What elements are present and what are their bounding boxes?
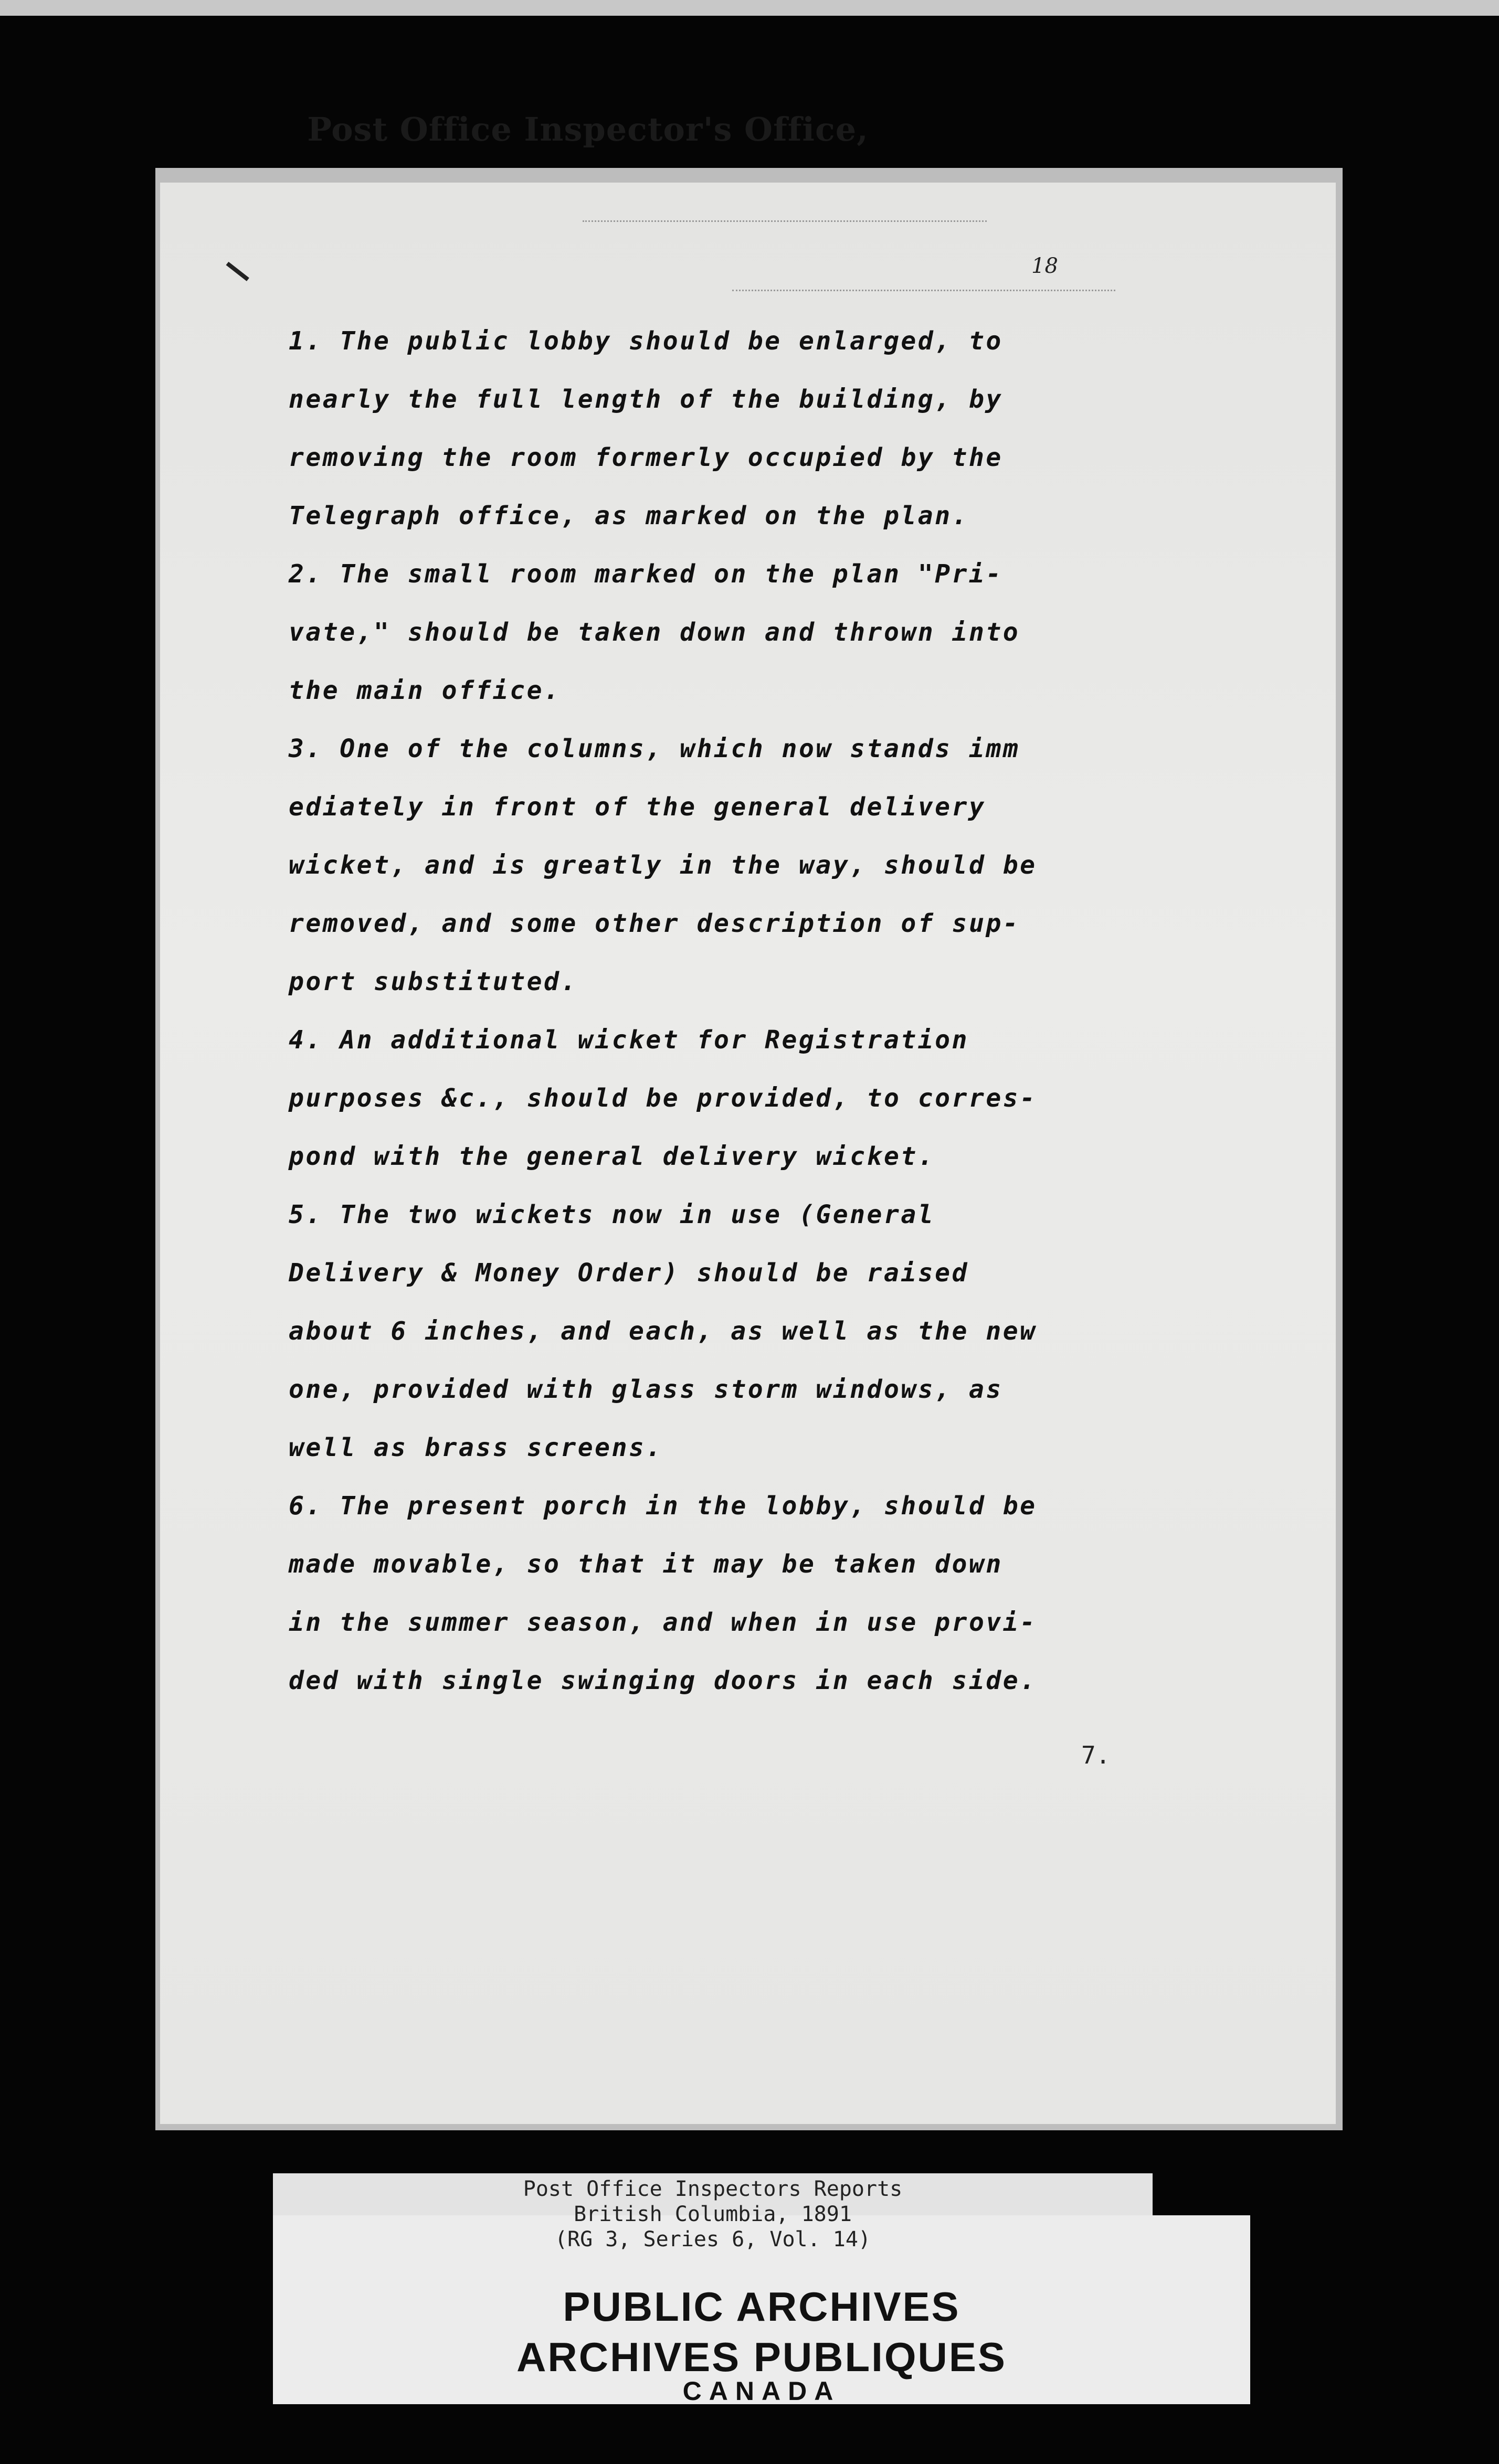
letterhead-title: Post Office Inspector's Office, <box>307 110 869 148</box>
text-line: removed, and some other description of sup- <box>289 909 1020 938</box>
archive-reference-line: British Columbia, 1891 <box>574 2202 852 2226</box>
scanner-top-strip <box>0 0 1499 16</box>
text-line: vate," should be taken down and thrown into <box>289 618 1020 647</box>
text-line: port substituted. <box>289 967 578 996</box>
date-year-prefix: 18 <box>1031 254 1058 278</box>
archive-reference <box>273 2176 1153 2252</box>
archive-reference-line: Post Office Inspectors Reports <box>523 2177 903 2201</box>
text-line: Telegraph office, as marked on the plan. <box>289 501 969 530</box>
text-line: about 6 inches, and each, as well as the new <box>289 1316 1037 1346</box>
page-number: 7. <box>1081 1741 1111 1769</box>
text-line: one, provided with glass storm windows, as <box>289 1375 1003 1404</box>
text-line: Delivery & Money Order) should be raised <box>289 1258 969 1288</box>
archive-country: CANADA <box>682 2376 841 2406</box>
text-line: 1. The public lobby should be enlarged, to <box>289 326 1003 356</box>
archive-name-english: PUBLIC ARCHIVES <box>563 2284 960 2330</box>
text-line: pond with the general delivery wicket. <box>289 1142 935 1171</box>
text-line: well as brass screens. <box>289 1433 663 1462</box>
text-line: 3. One of the columns, which now stands imm <box>289 734 1020 763</box>
text-line: 6. The present porch in the lobby, should be <box>289 1491 1037 1521</box>
archive-name-french: ARCHIVES PUBLIQUES <box>516 2334 1007 2380</box>
text-line: 2. The small room marked on the plan "Pri- <box>289 559 1003 589</box>
pen-mark <box>226 262 249 281</box>
date-line <box>732 290 1115 291</box>
text-line: 5. The two wickets now in use (General <box>289 1200 935 1229</box>
text-line: purposes &c., should be provided, to corres- <box>289 1084 1037 1113</box>
text-line: the main office. <box>289 676 561 705</box>
text-line: 4. An additional wicket for Registration <box>289 1025 969 1055</box>
typed-body <box>289 312 1128 1710</box>
text-line: wicket, and is greatly in the way, should be <box>289 851 1037 880</box>
archive-reference-line: (RG 3, Series 6, Vol. 14) <box>554 2227 871 2251</box>
text-line: made movable, so that it may be taken down <box>289 1549 1003 1579</box>
text-line: ded with single swinging doors in each side. <box>289 1666 1037 1695</box>
text-line: removing the room formerly occupied by the <box>289 443 1003 472</box>
archive-name <box>273 2281 1250 2382</box>
text-line: nearly the full length of the building, by <box>289 385 1003 414</box>
place-line <box>583 220 987 222</box>
text-line: in the summer season, and when in use provi- <box>289 1608 1037 1637</box>
text-line: ediately in front of the general delivery <box>289 792 986 822</box>
